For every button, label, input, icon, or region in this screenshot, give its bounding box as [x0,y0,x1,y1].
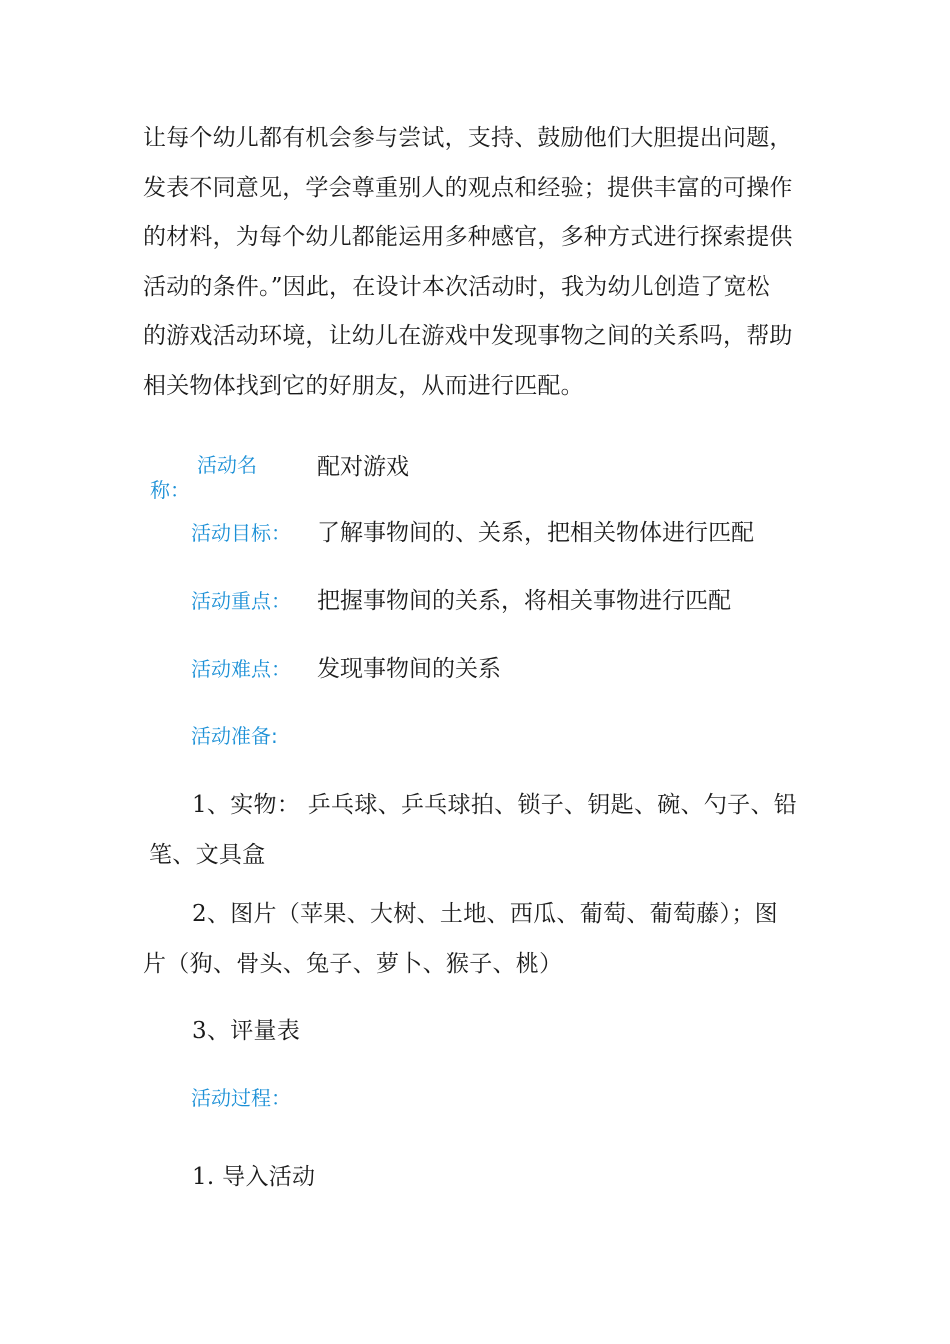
activity-goal-label: 活动目标： [191,521,291,545]
prep-item-1-line-1: 1、实物： 乒乓球、乒乓球拍、锁子、钥匙、碗、勺子、铅 [192,792,798,818]
process-item-1: 1. 导入活动 [192,1164,316,1190]
prep-item-1-line-2: 笔、文具盒 [149,842,266,868]
activity-key-value: 把握事物间的关系，将相关事物进行匹配 [317,588,731,614]
intro-line: 活动的条件。”因此，在设计本次活动时，我为幼儿创造了宽松 [143,273,770,300]
activity-name-value: 配对游戏 [317,454,409,480]
activity-process-label: 活动过程： [191,1086,291,1110]
intro-paragraph [143,114,803,411]
prep-item-3: 3、评量表 [192,1018,301,1044]
activity-name-label-continued: 称： [150,478,190,502]
prep-item-2-line-1: 2、图片（苹果、大树、土地、西瓜、葡萄、葡萄藤）；图 [192,901,778,927]
intro-line: 发表不同意见，学会尊重别人的观点和经验；提供丰富的可操作 [143,174,793,201]
intro-line: 让每个幼儿都有机会参与尝试，支持、鼓励他们大胆提出问题， [143,125,793,151]
activity-key-label: 活动重点： [191,589,291,613]
activity-difficulty-label: 活动难点： [191,657,291,681]
intro-line: 的材料，为每个幼儿都能运用多种感官，多种方式进行探索提供 [143,224,793,250]
activity-goal-value: 了解事物间的、关系，把相关物体进行匹配 [317,520,754,546]
intro-line: 的游戏活动环境，让幼儿在游戏中发现事物之间的关系吗，帮助 [143,323,793,349]
activity-prep-label: 活动准备: [191,724,278,748]
intro-line: 相关物体找到它的好朋友，从而进行匹配。 [143,372,584,399]
activity-name-label: 活动名 [197,453,257,477]
activity-difficulty-value: 发现事物间的关系 [317,656,501,682]
prep-item-2-line-2: 片（狗、骨头、兔子、萝卜、猴子、桃） [143,951,563,977]
